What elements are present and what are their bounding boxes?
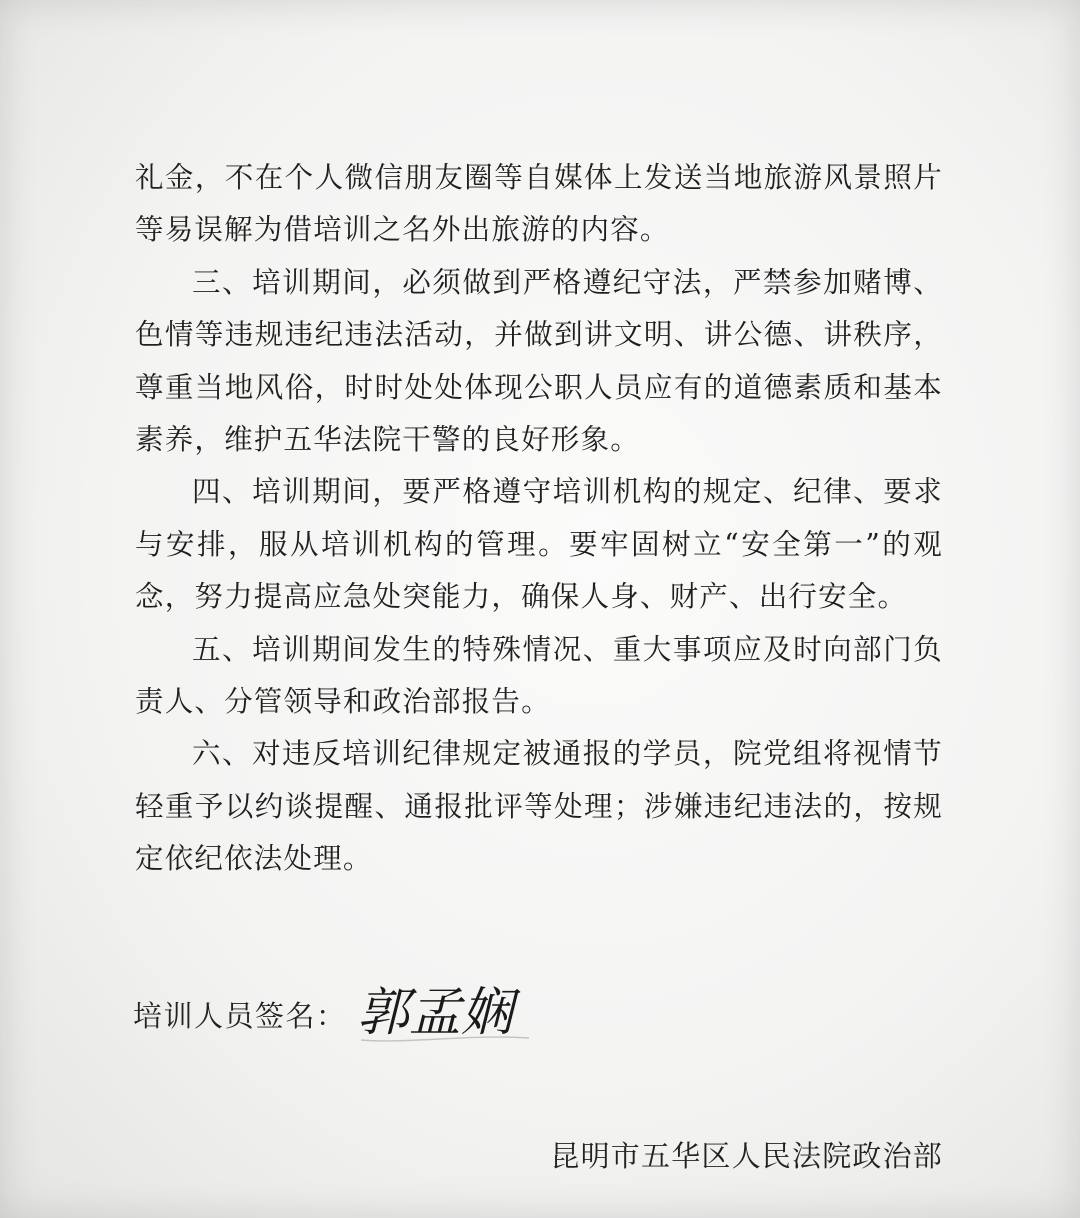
- issuing-organization: 昆明市五华区人民法院政治部: [550, 1139, 943, 1173]
- signature-row: [133, 984, 543, 1044]
- paragraph-item-5: 五、培训期间发生的特殊情况、重大事项应及时向部门负责人、分管领导和政治部报告。: [135, 632, 943, 719]
- signature-name: 郭孟娴: [356, 983, 513, 1043]
- paragraph-item-4: 四、培训期间，要严格遵守培训机构的规定、纪律、要求与安排，服从培训机构的管理。要牢固树立“安全第一”的观念，努力提高应急处突能力，确保人身、财产、出行安全。: [135, 475, 943, 614]
- handwritten-signature: [353, 974, 543, 1054]
- signature-label: 培训人员签名：: [133, 998, 347, 1033]
- paragraph-item-3: 三、培训期间，必须做到严格遵纪守法，严禁参加赌博、色情等违规违纪违法活动，并做到讲文明、讲公德、讲秩序，尊重当地风俗，时时处处体现公职人员应有的道德素质和基本素养，维护五华法院干警的良好形象。: [135, 265, 943, 457]
- document-body: [135, 152, 943, 886]
- paragraph-continuation: 礼金，不在个人微信朋友圈等自媒体上发送当地旅游风景照片等易误解为借培训之名外出旅游的内容。: [135, 161, 943, 247]
- paragraph-item-6: 六、对违反培训纪律规定被通报的学员，院党组将视情节轻重予以约谈提醒、通报批评等处理；涉嫌违纪违法的，按规定依纪依法处理。: [135, 737, 943, 876]
